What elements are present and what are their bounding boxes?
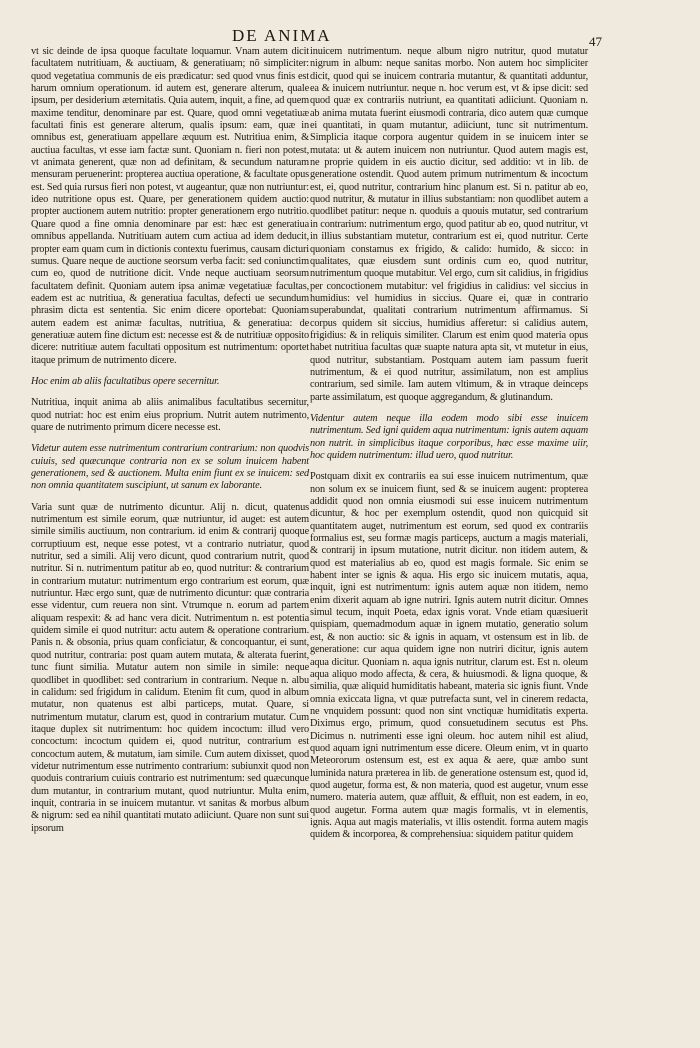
lemma-text: Videtur autem esse nutrimentum contrarium contrarium: non quodvis cuiuis, sed quæcunque contraria non ex se solum inuicem habent generationem, sed & auctionem. Multa enim fiunt ex se inuicem: sed non omnia quantitatem suscipiunt, ut sanum ex laborante. — [31, 443, 309, 492]
page-number: 47 — [589, 34, 602, 49]
commentary-paragraph: Postquam dixit ex contrariis ea sui esse inuicem nutrimentum, quæ non solum ex se inuicem fiunt, sed & se inuicem augent: propterea addidit quod non omnia eiusmodi sui esse inuicem nutrimentum dicuntur, & hoc per exemplum ostendit, quod non quicquid sit quantitatem auget, nutrimentum est eorum, sed quod ex contrariis formalius est, seu formæ magis particeps, auctum a magis materiali, & contrarij in ipsum mutatione, nutrit dicitur. non itidem autem, & quod est materialius ab eo, quod est magis formale. Sic enim se habent inter se ignis & aqua. His ergo sic inuicem mutatis, aqua, inquit, igni est nutrimentum: ignis autem aquæ non itidem, nemo enim dixerit aquam ab igne nutriri. Ignis autem nutrit dicitur. Omnes simul tecum, inquit Poeta, edax ignis vorat. Vnde etiam quæsiuerit quispiam, quemadmodum aquæ in ignem mutatio, generatio solum est, & non auctio: sic & ignis in aquam, vt ostensum est in lib. de generatione: cur aqua quidem igne non nutriri dicitur, ignis autem aqua dicitur. Quoniam n. aqua ignis nutritur, clarum est. Est n. oleum aqua aliquo modo affecta, & cera, & huiusmodi. & ligna quoque, & similia, quæ aliquid humiditatis habeant, materia sic ignis fiunt. Vnde omnia exiccata ligna, vt quæ putrefacta sunt, vel in cinerem redacta, ne vnquidem possunt: quod non sint vnctiquæ humiditatis experta. Diximus ergo, primum, quod consuetudinem secutus est Phs. Dicimus n. nutrimenti esse igni oleum. hoc autem nihil est aliud, quod aquam igni nutrimentum esse dicere. Oleum enim, vt in quarto Meteororum ostensum est, est ex aqua & aere, quæ ambo sunt luminida natura præterea in lib. de generatione ostensum est, quod id, quod augetur, forma est, & non materia, quod est augetur, vnum esse numero. materia autem, quæ affluit, & effluit, non est eadem, in eo, quod augetur. Forma autem quæ magis formalis, vt in elementis, ignis. Aqua aut magis materialis, vt illis ostendit. forma autem magis quidem & incorporea, & comprehensiua: siquidem patitur quidem — [310, 471, 588, 841]
right-column — [310, 46, 588, 842]
lemma-text: Videntur autem neque illa eodem modo sibi esse inuicem nutrimentum. Sed igni quidem aqua nutrimentum: ignis autem aquam non nutrit. in simplicibus itaque corporibus, hæc esse maxime uiir, hoc quidem nutrimentum: illud uero, quod nutritur. — [310, 412, 588, 461]
commentary-paragraph: vt sic deinde de ipsa quoque facultate loquamur. Vnam autem dicit facultatem nutritiuam, & auctiuam, & generatiuam; nõ simpliciter: quod vegetatiua communis de eis prædicatur: sed quod vnus finis est harum omnium operationum. id autem est, generare alterum, quale ipsum, per desiderium æternitatis. Quia autem, inquit, a fine, ad quem maxime tenditur, denominare par est. Quare, quod omni vegetatiuæ facultati finis est generare alterum, qualis ipsum: eam, quæ in omnibus est, generatiuam appellare æquum est. Nutritiua enim, & auctiua facultas, vt esse iam factæ sunt. Quoniam n. fieri non potest, vt animata generent, quæ non ad definitam, & secundum naturam mensuram peruenerint: propterea auctiua operatione, & facultate opus est. Sed quia rursus fieri non potest, vt augeantur, quæ non nutriuntur: ideo nutritione opus est. Quare, per generationem quidem auctio: propter auctionem autem nutritio: propter generationem ergo nutritio. Quare quod a fine omnia denominare par est: hæc est generatiua omnibus appellanda. Nutritiuam autem cum actiua ad idem deducit, propter eam quam cum in dictionis contextu fuerimus, causam dicturi sumus. Quare neque de auctione seorsum verba facit: sed coniunctim cum eo, quod de nutritione dicit. Vnde neque auctiuam seorsum facultatem definit. Quoniam autem ipsa animæ vegetatiuæ facultas, eadem est ac nutritiua, & generatiua facultas, defecti ue secundum phrasim dicta est sententia. Sic enim dicere oportebat: Quoniam autem eadem est animæ facultas, nutritiua, & generatiua: de generatiuæ autem fine dictum est: necesse est & de nutritiuæ opposito dicere: nutritiuæ autem facultati oppositum est nutrimentum: oportet itaque primum de nutrimento dicere. — [31, 46, 309, 366]
commentary-paragraph: Nutritiua, inquit anima ab aliis animalibus facultatibus secernitur, quod nutriat: hoc est enim eius proprium. Nutrit autem nutrimento, quare de nutrimento primum dicere necesse est. — [31, 397, 309, 433]
left-column — [31, 46, 309, 835]
lemma-text: Hoc enim ab aliis facultatibus opere secernitur. — [31, 375, 220, 387]
commentary-paragraph: Varia sunt quæ de nutrimento dicuntur. Alij n. dicut, quatenus nutrimentum est simile eorum, quæ nutriuntur, id auget: est autem simile similis auctiuum, non contrarium. id enim & contrarij quoque corruptiuum est, neque esse potest, vt a contrario nutriatur, quod nutritur, sed a simili. Alij vero dicunt, quod contrarium nutrit, quod nutritur. Si n. nutrimentum patitur ab eo, quod nutritur: & contrarium in contrarium mutatur: nutrimentum ergo contrarium est eorum, quæ nutriuntur. Hæc ergo sunt, quæ de nutrimento dicuntur: quæ contraria esse videntur, cum reuera non sint. Vtrumque n. eorum ad partem aliquam respexit: & ad hanc vera dicit. Nutrimentum n. est potentia quidem simile ei quod nutritur: actu autem & operatione contrarium. Panis n. & obsonia, prius quam conficiatur, & concoquantur, ei sunt, quod nutritur, contraria: post quam autem mutata, & alterata fuerint, tunc fiunt similia. Mutatur autem non simile in simile: neque quodlibet in quodlibet: sed contrarium in contrarium. Neque n. albu in calidum: sed frigidum in calidum. Etenim fit cum, quod in album mutatur, non quatenus est albi particeps, mutat. Quare, si nutrimentum mutatur, clarum est, quod in contrarium mutatur. Cum itaque duplex sit nutrimentum: hoc quidem incoctum: illud vero concoctum: incoctum quidem ei, quod nutritur, contrarium est concoctum autem, & mutatum, iam simile. Cum autem dixisset, quod videtur nutrimentum esse nutrimento contrarium: subiunxit quod non quoduis contrarium cuiuis contrario est nutrimentum: sed quæcunque dum mutantur, in contrarium mutant, quod nutriuntur. Multa enim, inquit, contraria in se inuicem mutantur. vt sanitas & morbus album & nigrum: sed ea nihil quantitati mutato adiiciunt. Quare non sunt sui ipsorum — [31, 501, 309, 834]
commentary-paragraph: inuicem nutrimentum. neque album nigro nutritur, quod mutatur nigrum in album: neque sanitas morbo. Non autem hoc simpliciter dicit, quod qui se inuicem contraria mutantur, & quantitati adduntur, ea & inuicem nutriuntur. neque n. hoc verum est, vt & ipse dicit: sed quod quæ ex contrariis nutriunt, ea quantitati adiiciunt. Quoniam n. ab anima mutata fuerint eiusmodi contraria, dico autem quæ cumque ei quantitati, in quam mutantur, adiiciunt, tunc sit nutrimentum. Simplicia itaque corpora augentur quidem in se inuicem inter se mutata: ut & autem inuicem non nutriuntur. Quod autem magis est, ne proprie quidem in eis auctio dicitur, sed additio: vt in lib. de generatione ostendit. Quod autem primum nutrimentum & incoctum est, ei, quod nutritur, contrarium hinc planum est. Si n. patitur ab eo, quod nutritur, & mutatur in illius substantiam: non quodlibet autem a quodlibet patitur: neque n. quoduis a quouis mutatur, sed contrarium in contrarium: nutrimentum ergo, quod patitur ab eo, quod nutritur, vt in illius substantiam mutetur, contrarium est ei, quod nutritur. Certe quoniam constamus ex frigido, & calido: humido, & sicco: in qualitates, quæ eiusdem sunt ordinis cum eo, quod nutritur, nutrimentum quoque mutabitur. Vel ergo, cum sit calidius, in frigidius per concoctionem mutabitur: vel frigidius in calidius: vel siccius in humidius: vel humidius in siccius. Quare ei, quæ in contrario superabundat, qualitati contrarium nutrimentum affirmamus. Si corpus quidem sit siccius, humidius afferetur: si calidius autem, frigidius: & in reliquis similiter. Clarum est enim quod materia opus habet nutritiua facultas quæ suapte natura apta sit, vt mutetur in eius, quod nutritur, substantiam. Postquam autem iam passum fuerit nutrimentum, & ei quod nutritur, assimilatum, non est amplius contrarium, sed simile. Iam autem vltimum, & in vtraque deinceps parte assimilatum, est quoque aggregandum, & glutinandum. — [310, 46, 588, 403]
running-title: DE ANIMA — [232, 26, 332, 45]
